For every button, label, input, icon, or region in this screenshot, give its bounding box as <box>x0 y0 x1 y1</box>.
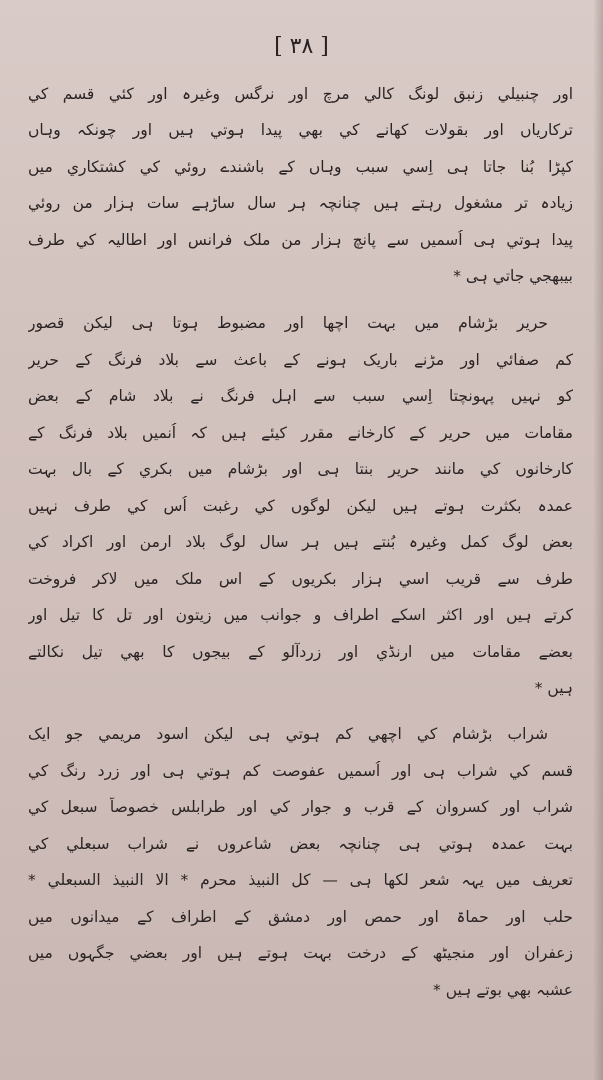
text-line: بعض لوگ کمل وغیرہ بُنتے ہیں ہر سال لوگ بلاد ارمن اور اکراد کي <box>28 533 573 551</box>
text-line: حلب اور حماۃ اور حمص اور دمشق کے اطراف کے میدانوں میں <box>28 908 573 926</box>
page-fold-shadow <box>593 0 603 1080</box>
text-line: زعفران اور منجیٹھ کے درخت بہت ہوتے ہیں اور بعضي جگہوں میں <box>28 944 573 962</box>
text-line: زیادہ تر مشغول رہتے ہیں چنانچہ ہر سال ساڑہے سات ہزار من روئي <box>28 194 573 212</box>
text-line: شراب بڑشام کي اچھي کم ہوتي ہی لیکن اسود مریمي جو ایک <box>28 725 548 743</box>
text-line: حریر بڑشام میں بہت اچھا اور مضبوط ہوتا ہی لیکن قصور <box>28 314 548 332</box>
text-line: ہیں * <box>534 679 573 697</box>
text-line: عشبہ بھي بوتے ہیں * <box>433 981 573 999</box>
page-number: [ ۳۸ ] <box>274 34 329 59</box>
text-line: بیبھجي جاتي ہی * <box>453 267 573 285</box>
text-line: کپڑا بُنا جاتا ہی اِسي سبب وہاں کے باشندے روئي کي کشتکاري میں <box>28 158 573 176</box>
text-line: بہت عمدہ ہوتي ہی چنانچہ بعض شاعروں نے شراب سبعلي کي <box>28 835 573 853</box>
text-line: کم صفائي اور مڑنے باریک ہونے کے باعث سے بلاد فرنگ کے حریر <box>28 351 573 369</box>
text-line: طرف سے قریب اسي ہزار بکریوں کے اس ملک میں لاکر فروخت <box>28 570 573 588</box>
text-line: ترکاریاں اور بقولات کھانے کي بھي پیدا ہوتي ہیں اور چونکہ وہاں <box>28 121 573 139</box>
text-line: بعضے مقامات میں ارنڈي اور زردآلو کے بیجوں کا بھي تیل نکالتے <box>28 643 573 661</box>
text-line: اور چنبیلي زنبق لونگ کالي مرچ اور نرگس وغیرہ اور کئي قسم کي <box>28 85 573 103</box>
text-line: پیدا ہوتي ہی اُسمیں سے پانچ ہزار من ملک فرانس اور اطالیہ کي طرف <box>28 231 573 249</box>
text-line: کرتے ہیں اور اکثر اسکے اطراف و جوانب میں زیتون اور تل کا تیل اور <box>28 606 573 624</box>
text-line: مقامات میں حریر کے کارخانے مقرر کیئے ہیں کہ اُنمیں بلاد فرنگ کے <box>28 424 573 442</box>
text-line: عمدہ بکثرت ہوتے ہیں لیکن لوگوں کي رغبت اُس کي طرف نہیں <box>28 497 573 515</box>
text-line: شراب اور کسروان کے قرب و جوار کي اور طرابلس خصوصاً سبعل کي <box>28 798 573 816</box>
text-line: تعریف میں یہہ شعر لکھا ہی — کل النبیذ محرم * الا النبیذ السبعلي * <box>28 871 573 889</box>
text-line: قسم کي شراب ہی اور اُسمیں عفوصت کم ہوتي ہی اور زرد رنگ کي <box>28 762 573 780</box>
text-line: کو نہیں پہونچتا اِسي سبب سے اہل فرنگ نے بلاد شام کے بعض <box>28 387 573 405</box>
text-line: کارخانوں کي مانند حریر بنتا ہی اور بڑشام میں بکري کے بال بہت <box>28 460 573 478</box>
